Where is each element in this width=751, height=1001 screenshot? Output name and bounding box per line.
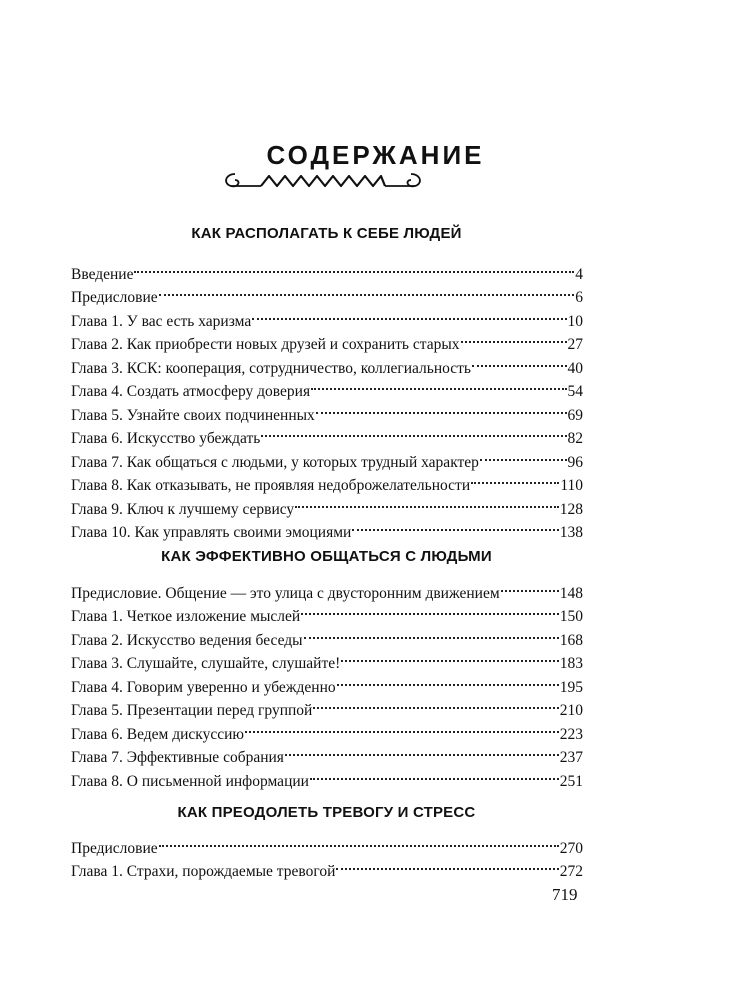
toc-entry-label: Глава 1. У вас есть харизма <box>71 312 252 330</box>
toc-leader-dots <box>337 668 559 692</box>
toc-section-2 <box>71 574 583 790</box>
toc-entry-label: Глава 4. Говорим уверенно и убежденно <box>71 678 336 696</box>
toc-entry-page: 69 <box>567 406 583 424</box>
toc-entry <box>71 829 583 857</box>
toc-entry-page: 110 <box>560 477 583 494</box>
toc-leader-dots <box>472 349 567 373</box>
toc-entry-label: Предисловие. Общение — это улица с двусторонним движением <box>71 584 500 602</box>
toc-leader-dots <box>134 255 574 279</box>
toc-leader-dots <box>245 715 559 739</box>
toc-leader-dots <box>471 467 559 491</box>
toc-entry-page: 4 <box>575 265 583 283</box>
toc-entry-label: Предисловие <box>71 289 158 306</box>
toc-leader-dots <box>352 514 558 538</box>
toc-entry-page: 223 <box>559 725 583 743</box>
toc-entry-label: Глава 1. Страхи, порождаемые тревогой <box>71 863 336 880</box>
section-heading: КАК РАСПОЛАГАТЬ К СЕБЕ ЛЮДЕЙ <box>191 225 462 242</box>
toc-leader-dots <box>311 373 566 397</box>
toc-entry-page: 251 <box>559 772 583 790</box>
toc-entry-label: Глава 3. Слушайте, слушайте, слушайте! <box>71 655 341 672</box>
toc-leader-dots <box>480 443 567 467</box>
page-title: СОДЕРЖАНИЕ <box>266 140 485 170</box>
toc-leader-dots <box>285 739 559 763</box>
toc-leader-dots <box>341 645 558 669</box>
toc-entry-label: Глава 3. КСК: кооперация, сотрудничество, коллегиальность <box>71 359 471 377</box>
toc-leader-dots <box>159 829 559 853</box>
toc-entry-page: 82 <box>567 430 583 447</box>
toc-leader-dots <box>304 621 559 645</box>
toc-entry-label: Глава 6. Ведем дискуссию <box>71 725 244 743</box>
toc-entry-label: Глава 10. Как управлять своими эмоциями <box>71 524 352 541</box>
toc-leader-dots <box>501 574 559 598</box>
toc-entry-label: Глава 6. Искусство убеждать <box>71 430 261 447</box>
toc-entry-label: Введение <box>71 265 134 283</box>
toc-entry-page: 27 <box>567 336 583 353</box>
toc-section-3 <box>71 829 583 880</box>
toc-entry-label: Глава 2. Искусство ведения беседы <box>71 631 303 649</box>
toc-entry-page: 195 <box>559 678 583 696</box>
toc-entry-page: 6 <box>575 289 583 306</box>
toc-entry-page: 148 <box>559 584 583 602</box>
toc-entry-page: 168 <box>559 631 583 649</box>
toc-leader-dots <box>310 762 559 786</box>
toc-leader-dots <box>336 853 558 877</box>
toc-entry <box>71 574 583 602</box>
toc-entry-label: Глава 7. Как общаться с людьми, у которых трудный характер <box>71 453 479 471</box>
toc-entry-label: Глава 8. Как отказывать, не проявляя недоброжелательности <box>71 477 471 494</box>
toc-leader-dots <box>316 396 567 420</box>
toc-leader-dots <box>313 692 558 716</box>
page-number: 719 <box>552 885 578 904</box>
toc-entry-page: 237 <box>559 749 583 766</box>
toc-entry-page: 272 <box>559 863 583 880</box>
toc-leader-dots <box>461 326 567 350</box>
toc-entry-label: Глава 4. Создать атмосферу доверия <box>71 383 311 400</box>
toc-entry-label: Глава 8. О письменной информации <box>71 772 309 790</box>
decorative-ornament <box>221 170 425 192</box>
toc-leader-dots <box>159 279 575 303</box>
toc-entry-page: 96 <box>567 453 583 471</box>
toc-entry-page: 10 <box>567 312 583 330</box>
toc-entry-page: 138 <box>559 524 583 541</box>
toc-entry-label: Глава 9. Ключ к лучшему сервису <box>71 500 295 518</box>
toc-leader-dots <box>252 302 566 326</box>
toc-entry-page: 40 <box>567 359 583 377</box>
section-heading: КАК ПРЕОДОЛЕТЬ ТРЕВОГУ И СТРЕСС <box>177 804 476 821</box>
toc-entry-label: Глава 1. Четкое изложение мыслей <box>71 608 301 625</box>
toc-entry-label: Глава 5. Презентации перед группой <box>71 702 313 719</box>
toc-entry-label: Глава 5. Узнайте своих подчиненных <box>71 406 315 424</box>
section-heading: КАК ЭФФЕКТИВНО ОБЩАТЬСЯ С ЛЮДЬМИ <box>161 548 492 565</box>
toc-leader-dots <box>295 490 559 514</box>
toc-leader-dots <box>301 598 559 622</box>
toc-entry-page: 210 <box>559 702 583 719</box>
toc-entry <box>71 279 583 306</box>
toc-entry-page: 54 <box>567 383 583 400</box>
toc-entry-page: 128 <box>559 500 583 518</box>
toc-entry-label: Предисловие <box>71 839 158 857</box>
toc-entry-page: 270 <box>559 839 583 857</box>
toc-entry-label: Глава 2. Как приобрести новых друзей и сохранить старых <box>71 336 460 353</box>
toc-entry-page: 150 <box>559 608 583 625</box>
toc-section-1 <box>71 255 583 541</box>
toc-leader-dots <box>261 420 566 444</box>
toc-entry-label: Глава 7. Эффективные собрания <box>71 749 284 766</box>
toc-entry-page: 183 <box>559 655 583 672</box>
toc-entry <box>71 255 583 283</box>
